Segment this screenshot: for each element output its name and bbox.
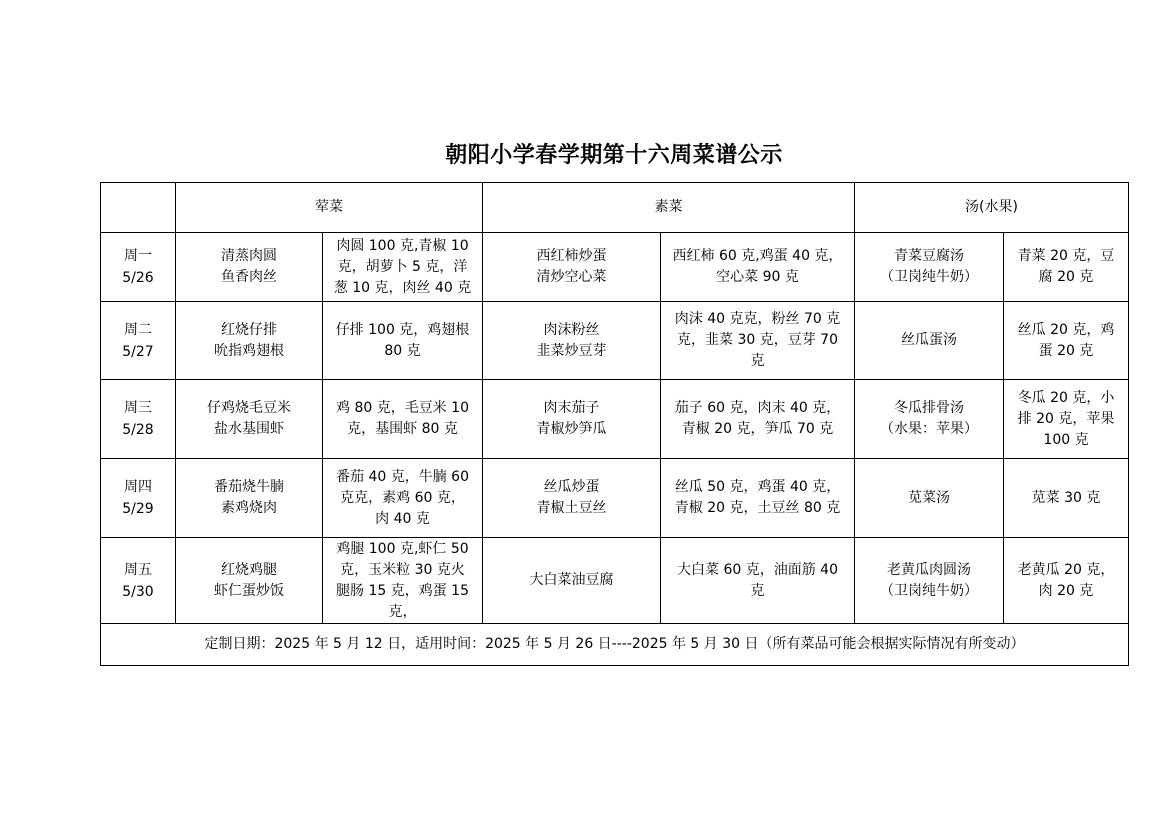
soup-cell-line: （卫岗纯牛奶） <box>880 582 978 599</box>
soup-quantity-cell <box>1004 459 1129 538</box>
soup-cell-line: （卫岗纯牛奶） <box>880 269 978 285</box>
soup-cell-line: 老黄瓜肉圆汤 <box>887 561 971 578</box>
soup-quantity-cell-line: 肉 20 克 <box>1038 582 1094 599</box>
veg-dishes-cell-line: 清炒空心菜 <box>536 269 607 285</box>
soup-quantity-cell-line: 蛋 20 克 <box>1038 342 1094 359</box>
soup-cell <box>855 459 1004 538</box>
soup-quantity-cell-line: 丝瓜 20 克，鸡 <box>1017 321 1115 338</box>
veg-quantity-cell-line: 大白菜 60 克，油面筋 40 <box>677 561 838 578</box>
day-row <box>101 233 1129 302</box>
veg-dishes-cell-line: 肉末茄子 <box>543 400 600 416</box>
day-row <box>101 302 1129 380</box>
veg-dishes-cell-line: 青椒土豆丝 <box>536 500 607 516</box>
soup-quantity-cell <box>1004 380 1129 459</box>
header-veg: 素菜 <box>483 183 855 233</box>
meat-dishes-cell-line: 吮指鸡翅根 <box>214 342 284 359</box>
weekday-label: 周四 <box>124 479 152 495</box>
meat-dishes-cell-line: 清蒸肉圆 <box>221 248 277 264</box>
meat-quantity-cell-line: 肉 40 克 <box>375 510 430 527</box>
meat-dishes-cell-line: 番茄烧牛腩 <box>214 479 284 495</box>
meat-dishes-cell-line: 虾仁蛋炒饭 <box>214 582 284 599</box>
veg-quantity-cell-line: 克 <box>750 353 765 369</box>
meat-dishes-cell <box>176 380 323 459</box>
veg-dishes-cell-line: 韭菜炒豆芽 <box>536 342 607 359</box>
veg-dishes-cell <box>483 380 661 459</box>
footer-note: 定制日期：2025 年 5 月 12 日，适用时间：2025 年 5 月 26 日----2025 年 5 月 30 日（所有菜品可能会根据实际情况有所变动） <box>101 624 1129 666</box>
weekday-label: 周三 <box>124 400 152 416</box>
veg-quantity-cell <box>661 538 855 624</box>
meat-quantity-cell-line: 克， <box>388 603 417 620</box>
meat-quantity-cell-line: 克，玉米粒 30 克火 <box>340 561 465 578</box>
meat-quantity-cell-line: 80 克 <box>384 342 421 359</box>
veg-quantity-cell <box>661 302 855 380</box>
soup-cell-line: 苋菜汤 <box>908 489 950 506</box>
soup-cell <box>855 380 1004 459</box>
veg-dishes-cell <box>483 233 661 302</box>
meat-quantity-cell <box>323 380 483 459</box>
meat-dishes-cell-line: 红烧仔排 <box>221 321 277 338</box>
meat-quantity-cell <box>323 302 483 380</box>
meat-dishes-cell-line: 红烧鸡腿 <box>221 561 277 578</box>
veg-quantity-cell-line: 西红柿 60 克,鸡蛋 40 克， <box>672 248 843 264</box>
veg-quantity-cell <box>661 380 855 459</box>
weekday-label: 周五 <box>124 561 152 578</box>
soup-cell-line: （水果：苹果） <box>880 421 978 437</box>
soup-quantity-cell-line: 青菜 20 克，豆 <box>1017 248 1115 264</box>
header-day <box>101 183 176 233</box>
day-cell <box>101 459 176 538</box>
day-row <box>101 459 1129 538</box>
meat-dishes-cell <box>176 538 323 624</box>
veg-dishes-cell <box>483 459 661 538</box>
day-cell <box>101 233 176 302</box>
meat-quantity-cell <box>323 233 483 302</box>
soup-quantity-cell <box>1004 233 1129 302</box>
soup-quantity-cell-line: 老黄瓜 20 克， <box>1017 561 1115 578</box>
meat-quantity-cell-line: 克，胡萝卜 5 克，洋 <box>337 258 468 275</box>
meat-quantity-cell-line: 鸡腿 100 克,虾仁 50 <box>336 540 469 557</box>
veg-dishes-cell-line: 西红柿炒蛋 <box>536 248 607 264</box>
soup-quantity-cell-line: 排 20 克，苹果 <box>1017 410 1115 427</box>
veg-quantity-cell-line: 茄子 60 克，肉末 40 克， <box>674 400 841 416</box>
soup-cell <box>855 233 1004 302</box>
meat-quantity-cell-line: 鸡 80 克，毛豆米 10 <box>336 400 469 416</box>
weekday-label: 周一 <box>124 248 152 264</box>
veg-quantity-cell-line: 克 <box>750 582 765 599</box>
meat-quantity-cell-line: 克克，素鸡 60 克， <box>340 489 465 506</box>
meat-dishes-cell <box>176 233 323 302</box>
meat-dishes-cell-line: 鱼香肉丝 <box>221 269 277 285</box>
day-row <box>101 380 1129 459</box>
meat-quantity-cell-line: 腿肠 15 克，鸡蛋 15 <box>336 582 469 599</box>
meat-dishes-cell-line: 仔鸡烧毛豆米 <box>207 400 291 416</box>
veg-quantity-cell-line: 克，韭菜 30 克，豆芽 70 <box>677 332 838 348</box>
footer-row <box>101 624 1129 666</box>
date-label: 5/30 <box>122 583 154 600</box>
soup-quantity-cell-line: 苋菜 30 克 <box>1031 489 1101 506</box>
menu-table <box>100 182 1129 666</box>
soup-quantity-cell <box>1004 302 1129 380</box>
weekday-label: 周二 <box>124 321 152 338</box>
header-soup: 汤(水果) <box>855 183 1129 233</box>
meat-quantity-cell-line: 葱 10 克，肉丝 40 克 <box>333 279 472 296</box>
veg-dishes-cell-line: 肉沫粉丝 <box>543 321 600 338</box>
soup-cell-line: 青菜豆腐汤 <box>894 248 964 264</box>
day-cell <box>101 380 176 459</box>
date-label: 5/29 <box>122 501 154 517</box>
veg-dishes-cell <box>483 302 661 380</box>
soup-cell-line: 丝瓜蛋汤 <box>901 332 957 348</box>
meat-quantity-cell <box>323 459 483 538</box>
header-row <box>101 183 1129 233</box>
date-label: 5/28 <box>122 422 154 438</box>
soup-cell <box>855 302 1004 380</box>
soup-quantity-cell-line: 100 克 <box>1043 431 1089 448</box>
veg-dishes-cell <box>483 538 661 624</box>
veg-quantity-cell <box>661 233 855 302</box>
meat-quantity-cell-line: 仔排 100 克，鸡翅根 <box>335 321 470 338</box>
veg-quantity-cell-line: 青椒 20 克，土豆丝 80 克 <box>674 500 841 516</box>
meat-dishes-cell-line: 盐水基围虾 <box>214 421 284 437</box>
soup-quantity-cell-line: 腐 20 克 <box>1038 269 1094 285</box>
veg-quantity-cell-line: 空心菜 90 克 <box>716 269 799 285</box>
veg-dishes-cell-line: 青椒炒笋瓜 <box>536 421 607 437</box>
veg-quantity-cell-line: 青椒 20 克，笋瓜 70 克 <box>681 421 834 437</box>
meat-quantity-cell <box>323 538 483 624</box>
day-cell <box>101 302 176 380</box>
veg-quantity-cell-line: 肉沫 40 克克，粉丝 70 克 <box>674 311 841 327</box>
meat-quantity-cell-line: 克，基围虾 80 克 <box>347 421 458 437</box>
soup-cell <box>855 538 1004 624</box>
meat-quantity-cell-line: 肉圆 100 克,青椒 10 <box>336 237 469 254</box>
meat-dishes-cell-line: 素鸡烧肉 <box>221 500 277 516</box>
page-title: 朝阳小学春学期第十六周菜谱公示 <box>445 142 783 168</box>
meat-dishes-cell <box>176 459 323 538</box>
header-meat: 荤菜 <box>176 183 483 233</box>
meat-dishes-cell <box>176 302 323 380</box>
date-label: 5/26 <box>122 270 154 286</box>
veg-dishes-cell-line: 大白菜油豆腐 <box>529 572 614 588</box>
date-label: 5/27 <box>122 343 154 360</box>
day-cell <box>101 538 176 624</box>
veg-dishes-cell-line: 丝瓜炒蛋 <box>543 479 600 495</box>
day-row <box>101 538 1129 624</box>
veg-quantity-cell-line: 丝瓜 50 克，鸡蛋 40 克， <box>674 479 841 495</box>
veg-quantity-cell <box>661 459 855 538</box>
soup-cell-line: 冬瓜排骨汤 <box>894 400 964 416</box>
soup-quantity-cell-line: 冬瓜 20 克，小 <box>1017 389 1115 406</box>
soup-quantity-cell <box>1004 538 1129 624</box>
meat-quantity-cell-line: 番茄 40 克，牛腩 60 <box>336 468 469 485</box>
